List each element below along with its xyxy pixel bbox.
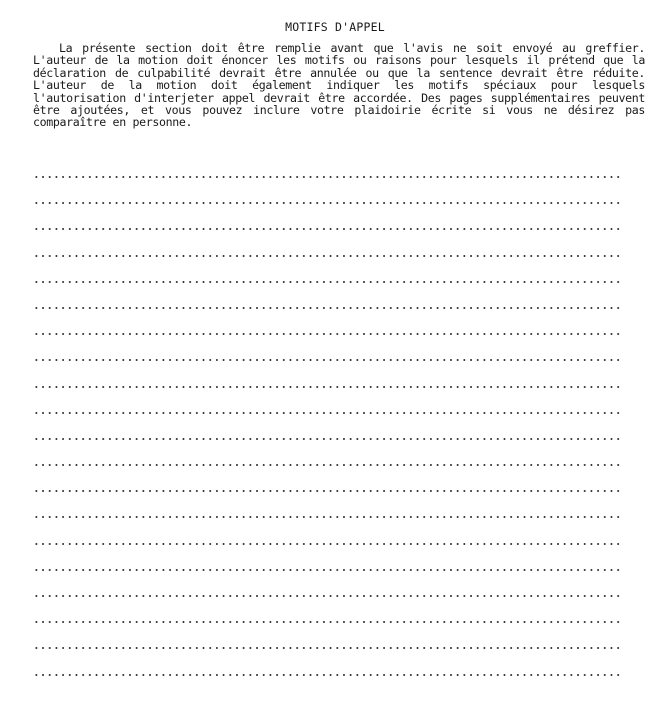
instructions-paragraph: La présente section doit être remplie avant que l'avis ne soit envoyé au greffier. L'auteur de la motion doit énoncer les motifs ou raisons pour lesquels il prétend que la déclaration de culpabilité devrait être annulée ou que la sentence devrait être réduite. L'auteur de la motion doit également indiquer les motifs spéciaux pour lesquels l'autorisation d'interjeter appel devrait être accordée. Des pages supplémentaires peuvent être ajoutées, et vous pouvez inclure votre plaidoirie écrite si vous ne désirez pas comparaître en personne. bbox=[33, 41, 645, 130]
answer-line[interactable] bbox=[33, 162, 623, 188]
answer-line[interactable] bbox=[33, 398, 623, 424]
answer-line[interactable] bbox=[33, 188, 623, 214]
answer-line[interactable] bbox=[33, 502, 623, 528]
answer-line[interactable] bbox=[33, 267, 623, 293]
answer-area[interactable] bbox=[33, 162, 623, 686]
answer-line[interactable] bbox=[33, 529, 623, 555]
answer-line[interactable] bbox=[33, 214, 623, 240]
answer-line[interactable] bbox=[33, 345, 623, 371]
answer-line[interactable] bbox=[33, 372, 623, 398]
answer-line[interactable] bbox=[33, 241, 623, 267]
answer-line[interactable] bbox=[33, 424, 623, 450]
answer-line[interactable] bbox=[33, 293, 623, 319]
section-title: MOTIFS D'APPEL bbox=[285, 20, 385, 34]
answer-line[interactable] bbox=[33, 450, 623, 476]
answer-line[interactable] bbox=[33, 319, 623, 345]
answer-line[interactable] bbox=[33, 607, 623, 633]
answer-line[interactable] bbox=[33, 633, 623, 659]
answer-line[interactable] bbox=[33, 660, 623, 686]
answer-line[interactable] bbox=[33, 476, 623, 502]
answer-line[interactable] bbox=[33, 581, 623, 607]
answer-line[interactable] bbox=[33, 555, 623, 581]
